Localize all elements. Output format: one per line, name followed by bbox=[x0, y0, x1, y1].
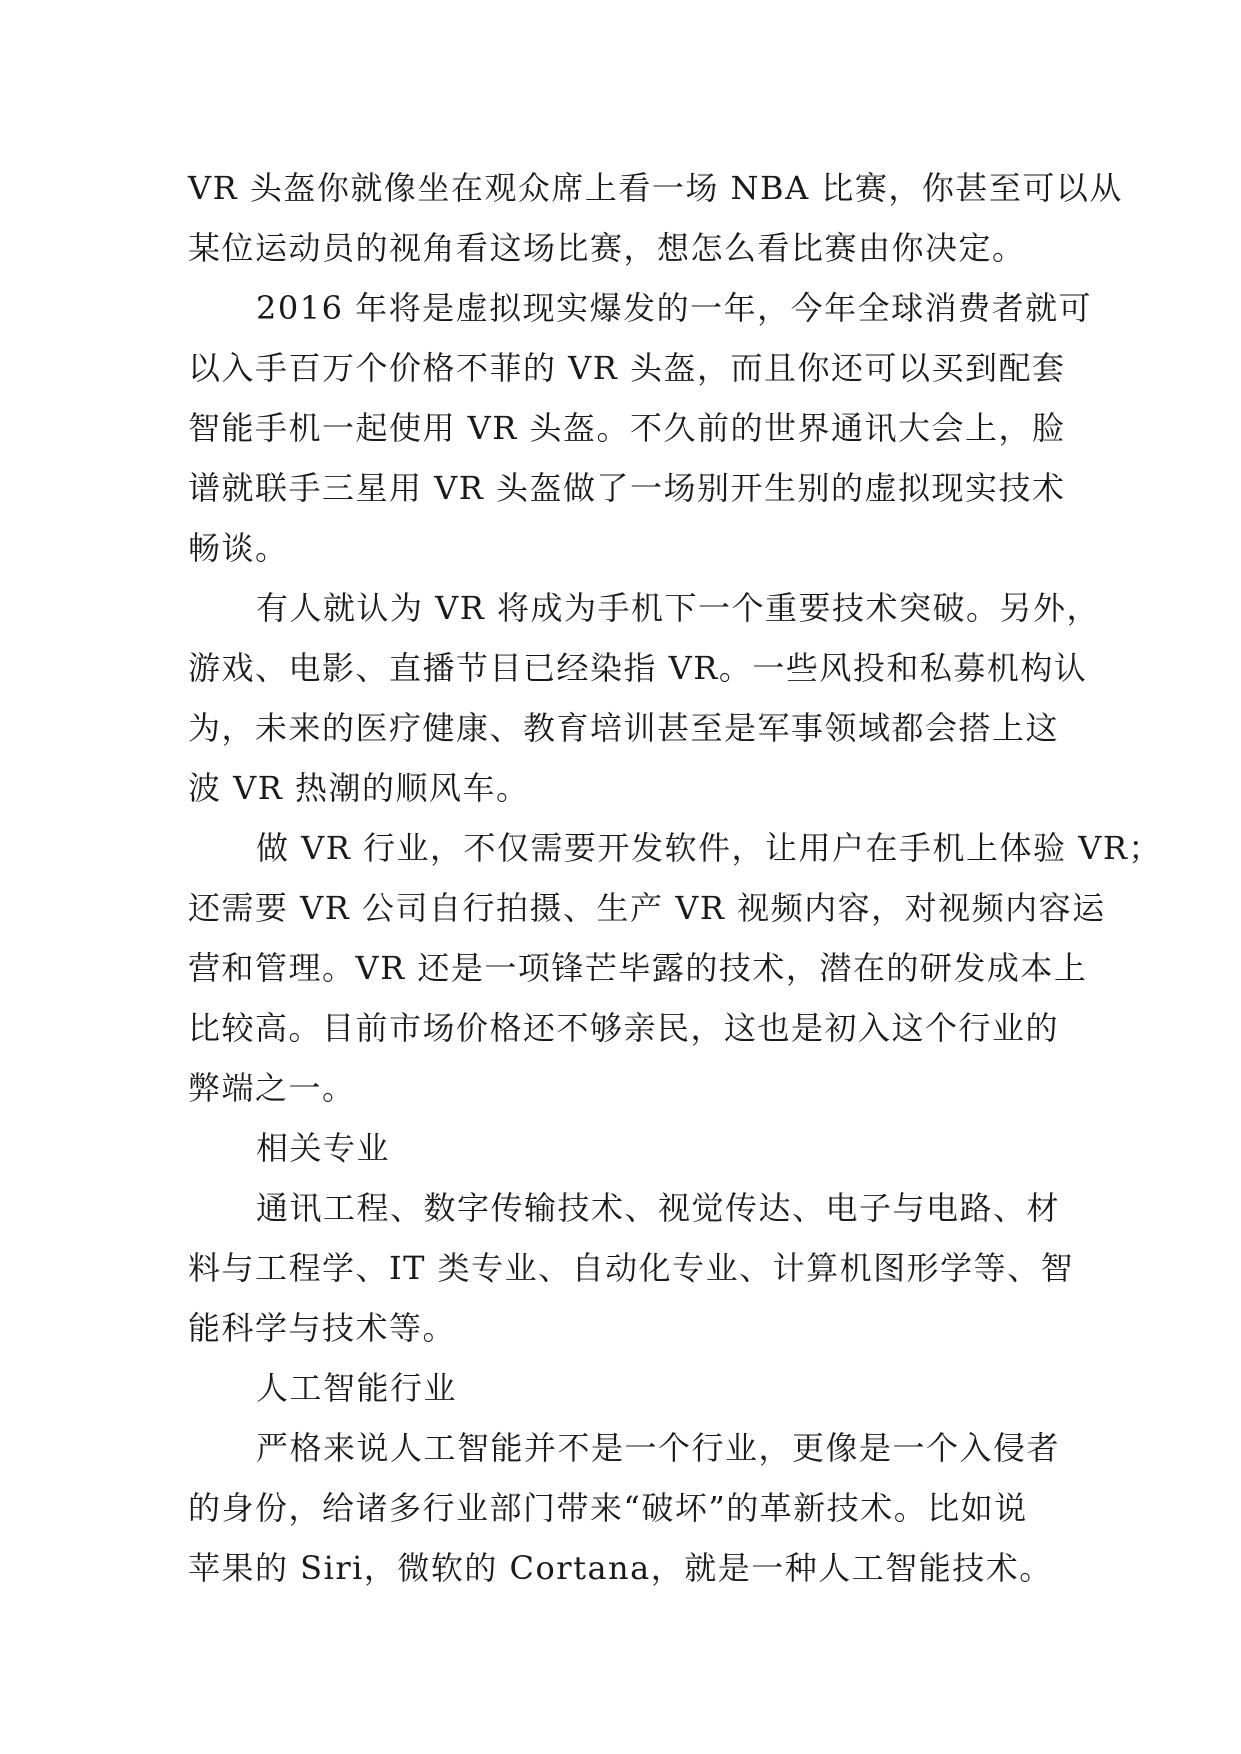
text-line: 以入手百万个价格不菲的 VR 头盔，而且你还可以买到配套 bbox=[188, 349, 1066, 387]
text-line: 弊端之一。 bbox=[188, 1069, 356, 1107]
text-line: 能科学与技术等。 bbox=[188, 1309, 457, 1347]
text-line: 某位运动员的视角看这场比赛，想怎么看比赛由你决定。 bbox=[188, 229, 1026, 267]
text-line: 畅谈。 bbox=[188, 529, 289, 567]
text-line: 为，未来的医疗健康、教育培训甚至是军事领域都会搭上这 bbox=[188, 709, 1060, 747]
text-line: 苹果的 Siri，微软的 Cortana，就是一种人工智能技术。 bbox=[188, 1549, 1053, 1587]
text-line: 波 VR 热潮的顺风车。 bbox=[188, 769, 530, 807]
document-body bbox=[188, 158, 1162, 1598]
text-line: 相关专业 bbox=[256, 1129, 391, 1167]
text-line: 人工智能行业 bbox=[256, 1369, 458, 1407]
text-line: 营和管理。VR 还是一项锋芒毕露的技术，潜在的研发成本上 bbox=[188, 949, 1088, 987]
text-line: 还需要 VR 公司自行拍摄、生产 VR 视频内容，对视频内容运 bbox=[188, 889, 1106, 927]
text-line: 2016 年将是虚拟现实爆发的一年，今年全球消费者就可 bbox=[256, 289, 1093, 327]
text-line: 有人就认为 VR 将成为手机下一个重要技术突破。另外， bbox=[256, 589, 1101, 627]
text-line: 做 VR 行业，不仅需要开发软件，让用户在手机上体验 VR； bbox=[256, 829, 1162, 867]
text-line: 的身份，给诸多行业部门带来“破坏”的革新技术。比如说 bbox=[188, 1489, 1028, 1527]
text-line: 谱就联手三星用 VR 头盔做了一场别开生别的虚拟现实技术 bbox=[188, 469, 1066, 507]
text-line: VR 头盔你就像坐在观众席上看一场 NBA 比赛，你甚至可以从 bbox=[188, 169, 1123, 207]
text-line: 游戏、电影、直播节目已经染指 VR。一些风投和私募机构认 bbox=[188, 649, 1088, 687]
text-line: 严格来说人工智能并不是一个行业，更像是一个入侵者 bbox=[256, 1429, 1061, 1467]
text-line: 比较高。目前市场价格还不够亲民，这也是初入这个行业的 bbox=[188, 1009, 1060, 1047]
text-line: 智能手机一起使用 VR 头盔。不久前的世界通讯大会上，脸 bbox=[188, 409, 1066, 447]
text-line: 通讯工程、数字传输技术、视觉传达、电子与电路、材 bbox=[256, 1189, 1061, 1227]
text-line: 料与工程学、IT 类专业、自动化专业、计算机图形学等、智 bbox=[188, 1249, 1075, 1287]
